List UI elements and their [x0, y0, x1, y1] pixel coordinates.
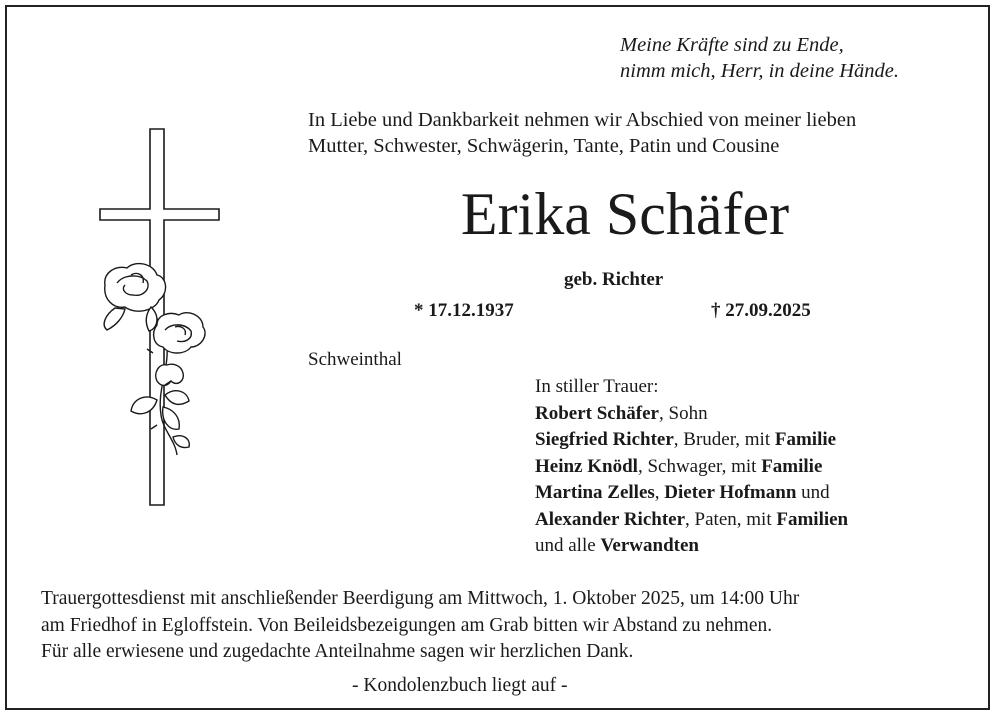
- place: Schweinthal: [308, 349, 402, 370]
- birth-date: * 17.12.1937: [414, 300, 514, 321]
- mourner-line: [535, 427, 848, 454]
- verse-line: nimm mich, Herr, in deine Hände.: [620, 60, 899, 82]
- mourners-list: [535, 374, 848, 560]
- mourners-heading: In stiller Trauer:: [535, 376, 659, 397]
- mourner-relation: , Paten, mit: [685, 508, 777, 530]
- mourner-relation: , Sohn: [659, 402, 708, 424]
- mourner-relation: ,: [654, 482, 665, 503]
- mourner-line: [535, 507, 848, 534]
- intro-line: Mutter, Schwester, Schwägerin, Tante, Patin und Cousine: [308, 135, 780, 157]
- mourner-relation: und alle: [535, 535, 601, 556]
- mourner-line: [535, 480, 848, 507]
- mourner-relation: und: [796, 482, 830, 503]
- verse-line: Meine Kräfte sind zu Ende,: [620, 34, 844, 56]
- mourner-name: Siegfried Richter: [535, 429, 674, 450]
- closing-line: am Friedhof in Egloffstein. Von Beileidsbezeigungen am Grab bitten wir Abstand zu nehmen.: [41, 614, 773, 636]
- closing-text: [41, 586, 799, 666]
- birth-name: geb. Richter: [564, 269, 664, 290]
- mourner-relation: , Bruder, mit: [673, 429, 775, 450]
- mourner-name: Martina Zelles: [535, 482, 655, 503]
- mourner-name: Heinz Knödl: [535, 455, 638, 477]
- death-date: † 27.09.2025: [711, 300, 811, 321]
- deceased-name: Erika Schäfer: [460, 181, 790, 247]
- mourner-name: Familie: [761, 455, 823, 477]
- intro-text: [308, 107, 856, 159]
- mourner-line: [535, 454, 848, 481]
- mourner-line: [535, 401, 848, 428]
- intro-line: In Liebe und Dankbarkeit nehmen wir Abschied von meiner lieben: [308, 109, 857, 131]
- mourner-relation: , Schwager, mit: [637, 455, 762, 477]
- condolence-note: - Kondolenzbuch liegt auf -: [352, 675, 568, 696]
- closing-line: Für alle erwiesene und zugedachte Anteilnahme sagen wir herzlichen Dank.: [41, 641, 634, 662]
- mourner-name: Familie: [774, 429, 837, 450]
- mourner-name: Alexander Richter: [535, 508, 686, 530]
- mourner-line: [535, 533, 848, 560]
- verse: [620, 32, 899, 84]
- mourner-name: Dieter Hofmann: [664, 482, 797, 503]
- mourner-name: Familien: [776, 508, 849, 530]
- mourner-name: Robert Schäfer: [535, 402, 659, 424]
- mourner-name: Verwandten: [600, 535, 699, 556]
- closing-line: Trauergottesdienst mit anschließender Beerdigung am Mittwoch, 1. Oktober 2025, um 14:00 Uhr: [41, 588, 800, 609]
